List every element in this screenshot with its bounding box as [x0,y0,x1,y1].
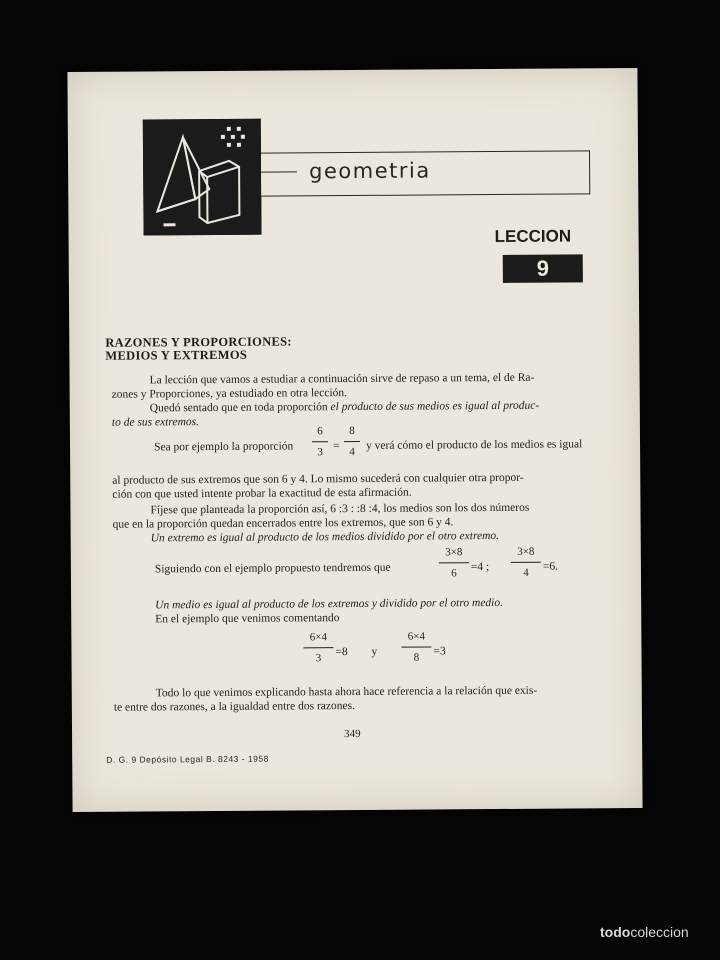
fraction-bar [344,441,360,442]
fraction-numerator: 6 [317,425,323,438]
paragraph-line: te entre dos razones, a la igualdad entre dos razones. [113,700,355,714]
paragraph-line: Todo lo que venimos explicando hasta ahora hace referencia a la relación que exis- [155,684,538,700]
watermark-bold: todo [600,924,631,940]
fraction-numerator: 6×4 [407,630,426,643]
fraction-numerator: 6×4 [309,631,328,644]
fraction [511,545,541,580]
fraction [312,424,328,459]
example-text: En el ejemplo que venimos comentando [155,612,340,626]
lesson-number-badge: 9 [503,254,583,283]
fraction-bar [439,562,469,563]
section-heading-line2: MEDIOS Y EXTREMOS [105,347,248,363]
fraction-denominator: 3 [315,652,322,665]
fraction-result: =4 ; [470,561,490,574]
rule-text: Un extremo es igual al producto de los medios dividido por el otro extremo. [150,529,500,545]
fraction-numerator: 3×8 [445,546,463,559]
fraction-numerator: 3×8 [517,545,535,558]
fraction [303,630,333,665]
paragraph-line: zones y Proporciones, ya estudiado en otra lección. [111,387,348,401]
section-heading-line1: RAZONES Y PROPORCIONES: [105,334,292,350]
watermark-rest: coleccion [630,924,689,940]
fraction-result: =6. [542,560,559,573]
paragraph-line: que en la proporción quedan encerrados entre los extremos, que son 6 y 4. [112,516,454,531]
fraction-denominator: 8 [413,651,420,664]
watermark [600,924,689,940]
paragraph-text: Quedó sentado que en toda proporción [149,401,331,415]
fraction-denominator: 4 [523,566,529,579]
conjunction-text: y [371,645,378,658]
paragraph-italic: el producto de sus medios es igual al produc- [330,399,540,414]
example-text: Siguiendo con el ejemplo propuesto tendremos que [154,561,391,576]
fraction-bar [511,562,541,563]
equals-sign: = [333,440,340,453]
fraction-result: =8 [335,646,348,659]
section-heading [105,335,405,363]
rule-text: Un medio es igual al producto de los extremos y dividido por el otro medio. [155,596,504,612]
title-banner [261,150,590,196]
paragraph-line: al producto de sus extremos que son 6 y 4. Lo mismo sucederá con cualquier otra propor- [112,471,524,487]
fraction-bar [303,647,333,648]
fraction-result: =3 [433,645,446,658]
fraction [344,424,360,459]
fraction-denominator: 3 [317,446,323,459]
example-text: y verá cómo el producto de los medios es igual [365,438,583,452]
fraction-denominator: 6 [451,567,457,580]
page-title: geometria [309,158,431,184]
paragraph-line: La lección que vamos a estudiar a continuación sirve de repaso a un tema, el de Ra- [149,371,535,387]
fraction [439,545,469,580]
paragraph-line: Fíjese que planteada la proporción así, 6 :3 : :8 :4, los medios son los dos números [150,501,530,517]
fraction-bar [312,441,328,442]
fraction-numerator: 8 [349,425,355,438]
fraction-denominator: 4 [349,446,355,459]
paragraph-line [150,400,540,416]
document-page [67,68,642,812]
fraction [401,629,431,664]
page-number: 349 [344,727,361,741]
paragraph-line: to de sus extremos. [111,416,200,429]
example-text: Sea por ejemplo la proporción [154,440,294,454]
legal-deposit: D. G. 9 Depósito Legal B. 8243 - 1958 [106,753,269,765]
fraction-bar [401,646,431,647]
geometry-emblem-icon [143,119,262,236]
lesson-label: LECCION [494,226,572,247]
paragraph-line: ción con que usted intente probar la exactitud de esta afirmación. [112,486,412,501]
